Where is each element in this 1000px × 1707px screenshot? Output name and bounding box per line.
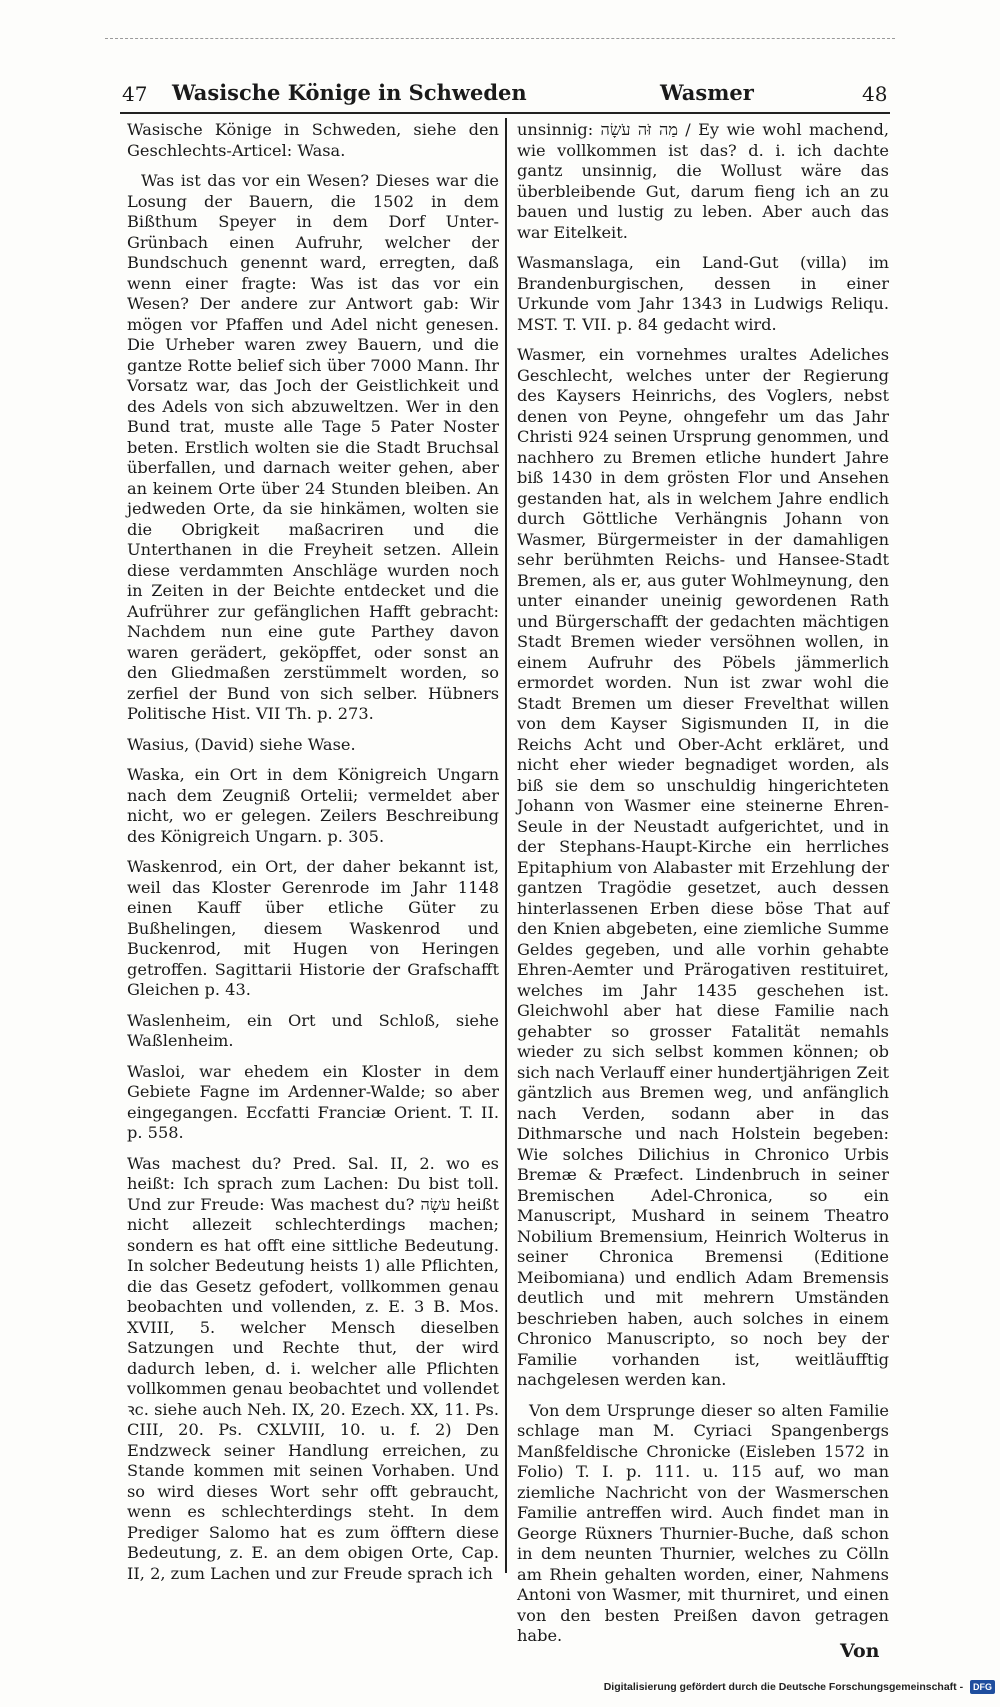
entry-wasmanslaga: Wasmanslaga, ein Land-Gut (villa) im Brandenburgischen, dessen in einer Urkunde vom Jahr 1343 in Ludwigs Reliqu. MST. T. VII. p. 84 gedacht wird.: [517, 253, 889, 334]
entry-unsinnig-continuation: unsinnig: מַה זֹּה עֹשָׂה / Ey wie wohl machend, wie vollkommen ist das? d. i. ich dachte gantz unsinnig, die Wollust wäre das überbleibende Gut, darum fieng ich an zu bauen und lustig zu leben. Aber auch das war Eitelkeit.: [517, 120, 889, 242]
header-rule: [120, 112, 890, 114]
digitization-footer: [600, 1680, 995, 1700]
entry-waska: Waska, ein Ort in dem Königreich Ungarn nach dem Zeugniß Ortelii; vermeldet aber nicht, wo er gelegen. Zeilers Beschreibung des Königreich Ungarn. p. 305.: [127, 765, 499, 846]
entry-waslenheim: Waslenheim, ein Ort und Schloß, siehe Waßlenheim.: [127, 1010, 499, 1050]
footer-text: Digitalisierung gefördert durch die Deutsche Forschungsgemeinschaft -: [603, 1680, 964, 1693]
dfg-logo: DFG: [970, 1680, 995, 1694]
column-divider: [505, 118, 507, 1573]
catchword: Von: [840, 1640, 880, 1662]
entry-wasius: Wasius, (David) siehe Wase.: [127, 734, 356, 754]
entry-wasische-koenige: Wasische Könige in Schweden, siehe den Geschlechts-Articel: Wasa.: [127, 120, 499, 160]
right-page-number: 48: [862, 82, 888, 106]
left-page-number: 47: [122, 82, 148, 106]
entry-was-ist-das: Was ist das vor ein Wesen? Dieses war die Losung der Bauern, die 1502 in dem Bißthum Speyer in dem Dorf Unter-Grünbach einen Aufruhr, welcher der Bundschuch genennt ward, erregten, daß wenn einer fragte: Was ist das vor ein Wesen? Der andere zur Antwort gab: Wir mögen vor Pfaffen und Adel nicht genesen. Die Urheber waren zwey Bauern, und die gantze Rotte belief sich über 7000 Mann. Ihr Vorsatz war, das Joch der Geistlichkeit und des Adels von sich abzuweltzen. Wer in den Bund trat, muste alle Tage 5 Pater Noster beten. Erstlich wolten sie die Stadt Bruchsal überfallen, und darnach weiter gehen, aber an keinem Orte über 24 Stunden bleiben. An jedweden Orte, da sie hinkämen, wolten sie die Obrigkeit maßacriren und die Unterthanen in die Freyheit setzen. Allein diese verdammten Anschläge wurden noch in Zeiten in der Beichte entdecket und die Aufrührer zur gefänglichen Hafft gebracht: Nachdem nun eine gute Parthey davon waren gerädert, geköpffet, oder sonst an den Gliedmaßen zerstümmelt worden, so zerfiel der Bund von sich selber. Hübners Politische Hist. VII Th. p. 273.: [127, 171, 499, 723]
entry-wasmer: Wasmer, ein vornehmes uraltes Adeliches Geschlecht, welches unter der Regierung des Kaysers Heinrichs, des Voglers, nebst denen von Peyne, ohngefehr um das Jahr Christi 924 seinen Ursprung genommen, und nachhero zu Bremen etliche hundert Jahre biß 1430 in dem grösten Flor und Ansehen gestanden hat, als in welchem Jahre endlich durch Göttliche Verhängnis Johann von Wasmer, Bürgermeister in der damahligen sehr berühmten Reichs- und Hansee-Stadt Bremen, als er, aus guter Wohlmeynung, den unter einander uneinig gewordenen Rath und Bürgerschafft der gedachten mächtigen Stadt Bremen wieder versöhnen wollen, in einem Aufruhr des Pöbels jämmerlich ermordet worden. Nun ist zwar wohl die Stadt Bremen um dieser Frevelthat willen von dem Kayser Sigismunden II, in die Reichs Acht und Ober-Acht erkläret, und nicht eher wieder begnadiget worden, als biß sie dem so unschuldig hingerichteten Johann von Wasmer eine steinerne Ehren-Seule in der Neustadt aufgerichtet, und in der Stephans-Haupt-Kirche ein herrliches Epitaphium von Alabaster mit Erzehlung der gantzen Tragödie gesetzet, auch dessen hinterlassenen Erben diese böse That auf den Knien abgebeten, eine ziemliche Summe Geldes gegeben, und alle vorhin gehabte Ehren-Aemter und Prärogativen restituiret, welches im Jahr 1435 geschehen ist. Gleichwohl aber hat diese Familie nach gehabter so grosser Fatalität nemahls wieder zu sich selbst kommen können; ob sich nach Verlauff einer hundertjährigen Zeit gäntzlich aus Bremen weg, und anfänglich nach Verden, sodann aber in das Dithmarsche und nach Holstein begeben: Wie solches Dilichius in Chronico Urbis Bremæ & Præfect. Lindenbruch in seiner Bremischen Adel-Chronica, so ein Manuscript, Mushard in seinem Theatro Nobilium Bremensium, Heinrich Wolterus in seiner Chronica Bremensi (Editione Meibomiana) und endlich Adam Bremensis deutlich und mit mehrern Umständen beschrieben haben, auch solches in einem Chronico Manuscripto, so noch bey der Familie vorhanden ist, weitläufftig nachgelesen werden kan.: [517, 345, 890, 1389]
entry-wasmer-origin: Von dem Ursprunge dieser so alten Familie schlage man M. Cyriaci Spangenbergs Manßfeldische Chronicke (Eisleben 1572 in Folio) T. I. p. 111. u. 115 auf, wo man ziemliche Nachricht von der Wasmerschen Familie antreffen wird. Auch findet man in George Rüxners Thurnier-Buche, daß schon in dem neunten Thurnier, welches zu Cölln am Rhein gehalten worden, einer, Nahmens Antoni von Wasmer, mit thurniret, und einen von den besten Preißen davon getragen habe.: [517, 1400, 889, 1645]
entry-was-machest-du: Was machest du? Pred. Sal. II, 2. wo es heißt: Ich sprach zum Lachen: Du bist toll. Und zur Freude: Was machest du? עֹשָׂה heißt nicht allezeit schlechterdings machen; sondern es hat offt eine sittliche Bedeutung. In solcher Bedeutung heists 1) alle Pflichten, die das Gesetz gefodert, vollkommen genau beobachten und vollenden, z. E. 3 B. Mos. XVIII, 5. welcher Mensch dieselben Satzungen und Rechte thut, der wird dadurch leben, d. i. welcher alle Pflichten vollkommen genau beobachtet und vollendet ꝛc. siehe auch Neh. IX, 20. Ezech. XX, 11. Ps. CIII, 20. Ps. CXLVIII, 10. u. f. 2) Den Endzweck seiner Handlung erreichen, zu Stande kommen mit seinen Vorhaben. Und so wird dieses Wort sehr offt gebraucht, wenn es schlechterdings steht. In dem Prediger Salomo hat es zum öfftern diese Bedeutung, z. E. an dem obigen Orte, Cap. II, 2, zum Lachen und zur Freude sprach ich: [127, 1153, 499, 1583]
right-running-head: Wasmer: [660, 80, 754, 105]
left-column: [127, 120, 499, 1594]
scan-edge-line: [105, 38, 895, 39]
entry-wasloi: Wasloi, war ehedem ein Kloster in dem Gebiete Fagne im Ardenner-Walde; so aber eingegangen. Eccfatti Franciæ Orient. T. II. p. 558.: [127, 1061, 499, 1142]
entry-waskenrod: Waskenrod, ein Ort, der daher bekannt ist, weil das Kloster Gerenrode im Jahr 1148 einen Kauff über etliche Güter zu Bußhelingen, diesem Waskenrod und Buckenrod, mit Hugen von Heringen getroffen. Sagittarii Historie der Grafschafft Gleichen p. 43.: [127, 857, 499, 999]
left-running-head: Wasische Könige in Schweden: [172, 80, 527, 105]
right-column: [517, 120, 889, 1653]
